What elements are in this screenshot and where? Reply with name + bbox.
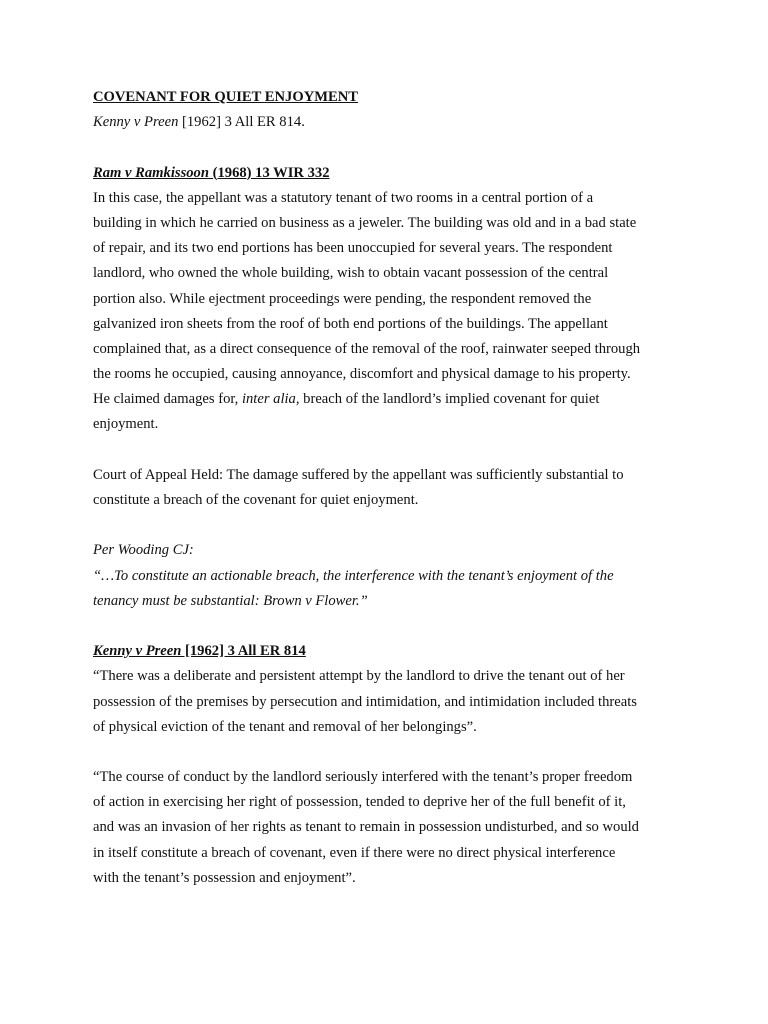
intro-case-name: Kenny v Preen bbox=[93, 114, 179, 131]
spacer bbox=[93, 438, 683, 463]
judge-quote-line: “…To constitute an actionable breach, the interference with the tenant’s enjoyment of the bbox=[93, 567, 614, 584]
case-name: Ram v Ramkissoon bbox=[93, 164, 209, 181]
spacer bbox=[93, 513, 683, 538]
quote-line: “The course of conduct by the landlord seriously interfered with the tenant’s proper freedom bbox=[93, 769, 633, 786]
page-title: COVENANT FOR QUIET ENJOYMENT bbox=[93, 89, 359, 105]
case-heading-ram bbox=[93, 161, 683, 186]
facts-line: of repair, and its two end portions has been unoccupied for several years. The respondent bbox=[93, 240, 613, 257]
intro-case-reference bbox=[93, 110, 683, 135]
quote-line: “There was a deliberate and persistent attempt by the landlord to drive the tenant out of her bbox=[93, 668, 625, 685]
quote-line: in itself constitute a breach of covenant, even if there were no direct physical interference bbox=[93, 844, 616, 861]
facts-line: enjoyment. bbox=[93, 416, 159, 433]
quote-line: and was an invasion of her rights as tenant to remain in possession undisturbed, and so would bbox=[93, 819, 639, 836]
judge-quote-line: tenancy must be substantial: Brown v Flower.” bbox=[93, 592, 368, 609]
facts-text: He claimed damages for, bbox=[93, 391, 242, 408]
facts-italic-term: inter alia bbox=[241, 391, 296, 408]
facts-line: the rooms he occupied, causing annoyance, discomfort and physical damage to his property. bbox=[93, 366, 631, 383]
facts-line: building in which he carried on business as a jeweler. The building was old and in a bad state bbox=[93, 214, 637, 231]
quote-line: with the tenant’s possession and enjoyment”. bbox=[93, 869, 356, 886]
case-citation: (1968) 13 WIR 332 bbox=[208, 164, 330, 181]
facts-line bbox=[93, 387, 683, 412]
case-heading-kenny bbox=[93, 639, 683, 664]
facts-line: In this case, the appellant was a statutory tenant of two rooms in a central portion of a bbox=[93, 189, 594, 206]
spacer bbox=[93, 740, 683, 765]
facts-line: portion also. While ejectment proceedings were pending, the respondent removed the bbox=[93, 290, 592, 307]
facts-line: complained that, as a direct consequence of the removal of the roof, rainwater seeped through bbox=[93, 340, 641, 357]
facts-line: landlord, who owned the whole building, wish to obtain vacant possession of the central bbox=[93, 265, 609, 282]
document-page bbox=[93, 85, 683, 891]
judge-attribution: Per Wooding CJ: bbox=[93, 542, 194, 559]
spacer bbox=[93, 614, 683, 639]
quote-line: of physical eviction of the tenant and removal of her belongings”. bbox=[93, 718, 477, 735]
facts-text: , breach of the landlord’s implied covenant for quiet bbox=[295, 391, 600, 408]
quote-line: possession of the premises by persecution and intimidation, and intimidation included threats bbox=[93, 693, 637, 710]
case-citation: [1962] 3 All ER 814 bbox=[181, 643, 306, 660]
holding-line: Court of Appeal Held: The damage suffered by the appellant was sufficiently substantial to bbox=[93, 466, 624, 483]
intro-case-citation: [1962] 3 All ER 814. bbox=[178, 114, 305, 131]
spacer bbox=[93, 135, 683, 160]
holding-line: constitute a breach of the covenant for quiet enjoyment. bbox=[93, 492, 419, 508]
case-name: Kenny v Preen bbox=[93, 643, 182, 660]
facts-line: galvanized iron sheets from the roof of both end portions of the buildings. The appellant bbox=[93, 315, 608, 332]
quote-line: of action in exercising her right of possession, tended to deprive her of the full benefit of it, bbox=[93, 794, 626, 811]
